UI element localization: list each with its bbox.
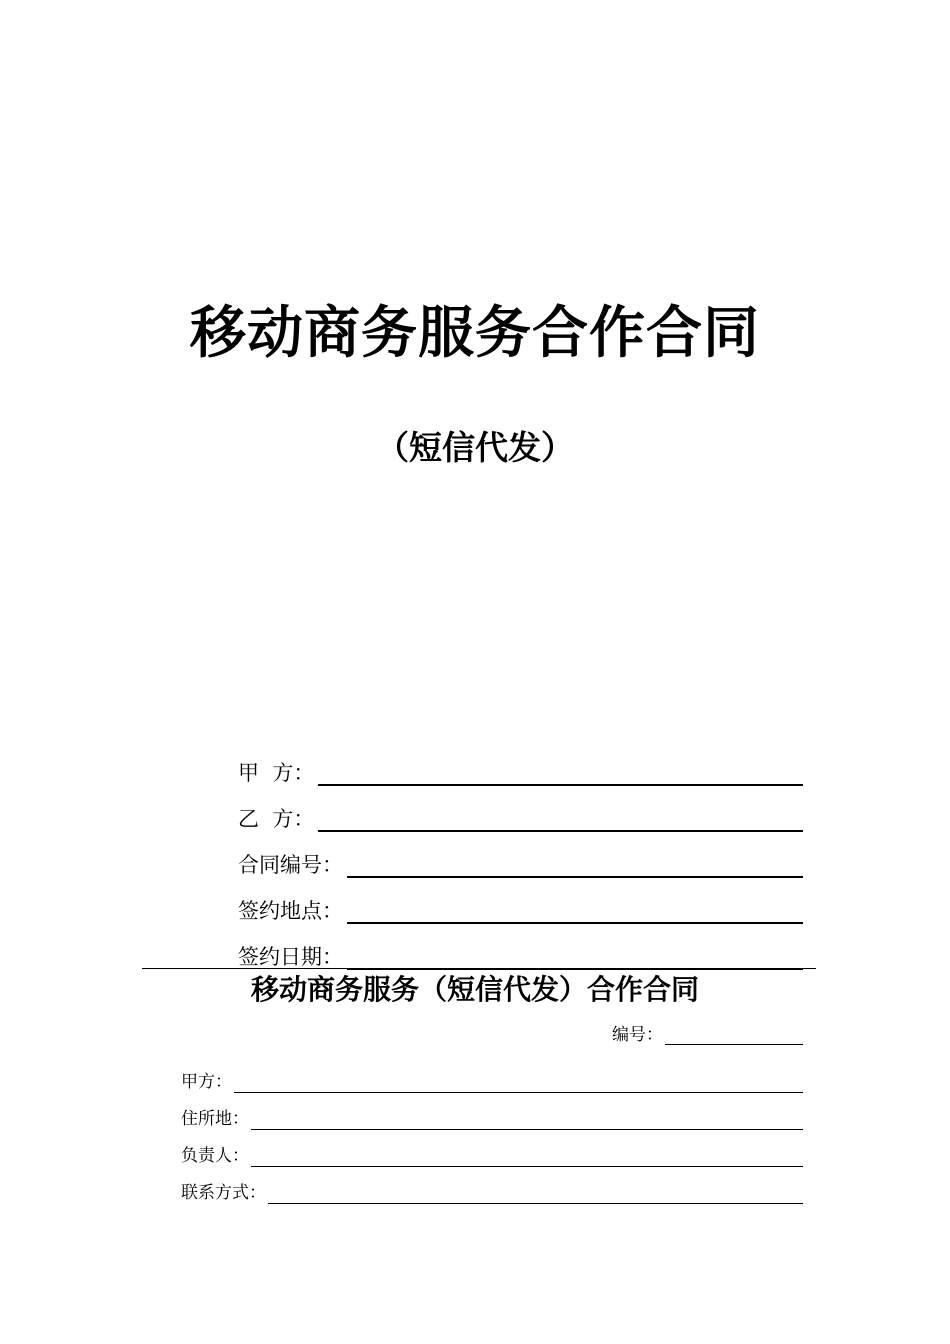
party-b-blank[interactable] [318, 808, 803, 832]
signing-place-field [238, 878, 803, 924]
number-label: 编号： [612, 1025, 663, 1045]
cover-subtitle: （短信代发） [376, 428, 574, 467]
contact-label: 联系方式： [181, 1183, 266, 1203]
person-in-charge-label: 负责人： [181, 1146, 249, 1166]
contact-field [181, 1167, 803, 1204]
person-in-charge-blank[interactable] [251, 1146, 803, 1167]
cover-fields [238, 740, 803, 970]
party-a-name-blank[interactable] [234, 1072, 803, 1093]
signing-place-label: 签约地点： [238, 899, 343, 923]
section-divider [142, 968, 816, 969]
contract-number-field [238, 832, 803, 878]
cover-title: 移动商务服务合作合同 [190, 301, 760, 366]
contact-blank[interactable] [268, 1183, 803, 1204]
person-in-charge-field [181, 1130, 803, 1167]
signing-date-blank[interactable] [347, 946, 803, 970]
address-field [181, 1093, 803, 1130]
party-a-field [238, 740, 803, 786]
address-blank[interactable] [251, 1109, 803, 1130]
party-a-blank[interactable] [318, 762, 803, 786]
party-a-name-field [181, 1056, 803, 1093]
number-blank[interactable] [665, 1024, 803, 1045]
party-fields [181, 1056, 803, 1204]
contract-number-label: 合同编号： [238, 853, 343, 877]
signing-place-blank[interactable] [347, 900, 803, 924]
address-label: 住所地： [181, 1109, 249, 1129]
party-b-field [238, 786, 803, 832]
contract-title: 移动商务服务（短信代发）合作合同 [250, 973, 699, 1006]
contract-number-blank[interactable] [347, 854, 803, 878]
signing-date-field [238, 924, 803, 970]
signing-date-label: 签约日期： [238, 945, 343, 969]
number-field [612, 1020, 803, 1045]
party-a-label: 甲 方： [238, 761, 315, 785]
party-b-label: 乙 方： [238, 807, 315, 831]
party-a-name-label: 甲方： [181, 1072, 232, 1092]
